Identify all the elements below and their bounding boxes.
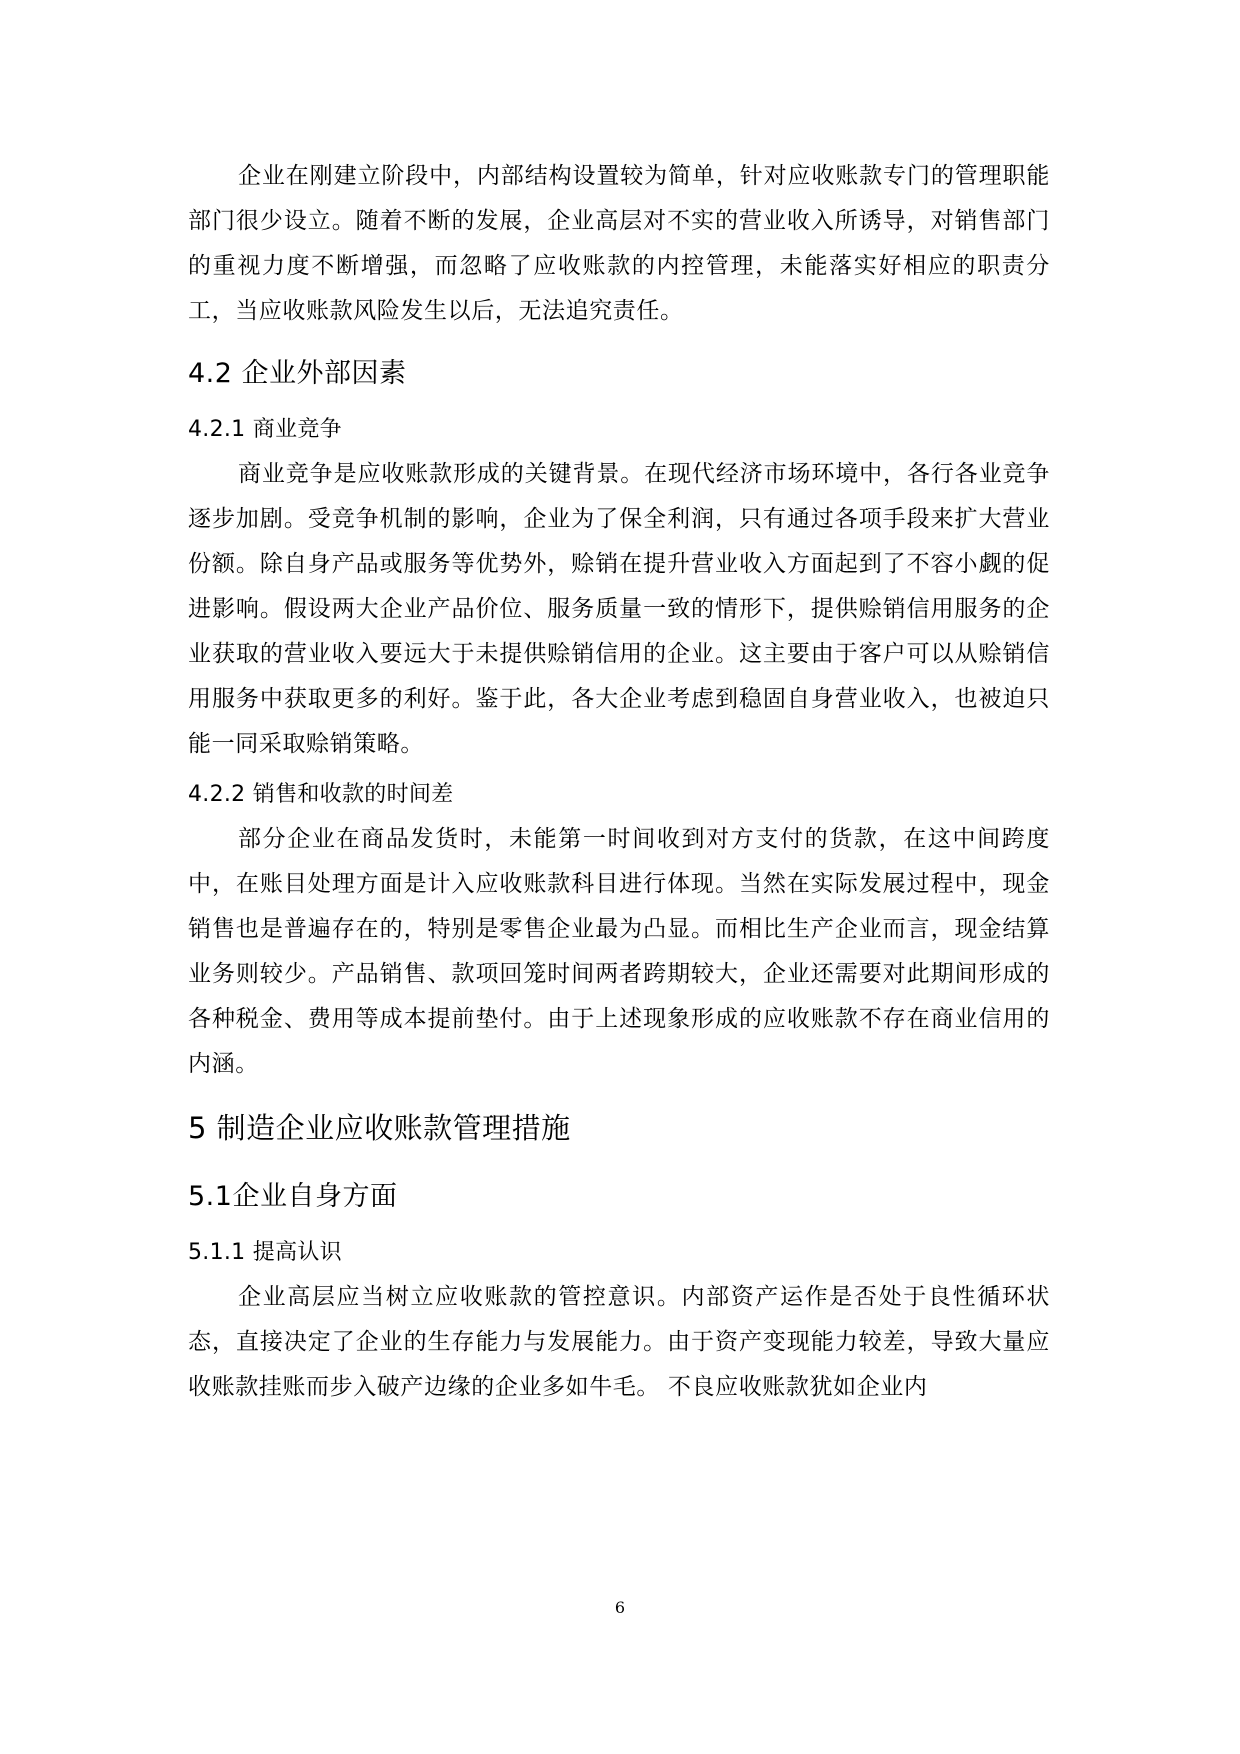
section-heading-5-1: 5.1企业自身方面 — [188, 1181, 398, 1212]
chapter-heading-5: 5 制造企业应收账款管理措施 — [188, 1111, 571, 1145]
paragraph-business-competition: 商业竞争是应收账款形成的关键背景。在现代经济市场环境中，各行各业竞争逐步加剧。受竞争机制的影响，企业为了保全利润，只有通过各项手段来扩大营业份额。除自身产品或服务等优势外，赊销在提升营业收入方面起到了不容小觑的促进影响。假设两大企业产品价位、服务质量一致的情形下，提供赊销信用服务的企业获取的营业收入要远大于未提供赊销信用的企业。这主要由于客户可以从赊销信用服务中获取更多的利好。鉴于此，各大企业考虑到稳固自身营业收入，也被迫只能一同采取赊销策略。 — [188, 461, 1050, 757]
section-heading-4-2: 4.2 企业外部因素 — [188, 358, 407, 389]
page-number: 6 — [614, 1598, 626, 1617]
subsection-heading-4-2-1: 4.2.1 商业竞争 — [188, 417, 342, 442]
paragraph-raise-awareness: 企业高层应当树立应收账款的管控意识。内部资产运作是否处于良性循环状态，直接决定了企业的生存能力与发展能力。由于资产变现能力较差，导致大量应收账款挂账而步入破产边缘的企业多如牛毛。 不良应收账款犹如企业内 — [188, 1284, 1050, 1400]
subsection-heading-5-1-1: 5.1.1 提高认识 — [188, 1240, 342, 1265]
subsection-heading-4-2-2: 4.2.2 销售和收款的时间差 — [188, 782, 454, 807]
page-body — [188, 154, 1050, 1410]
paragraph-time-difference: 部分企业在商品发货时，未能第一时间收到对方支付的货款，在这中间跨度中，在账目处理方面是计入应收账款科目进行体现。当然在实际发展过程中，现金销售也是普遍存在的，特别是零售企业最为凸显。而相比生产企业而言，现金结算业务则较少。产品销售、款项回笼时间两者跨期较大，企业还需要对此期间形成的各种税金、费用等成本提前垫付。由于上述现象形成的应收账款不存在商业信用的内涵。 — [188, 826, 1050, 1077]
paragraph-internal-structure: 企业在刚建立阶段中，内部结构设置较为简单，针对应收账款专门的管理职能部门很少设立。随着不断的发展，企业高层对不实的营业收入所诱导，对销售部门的重视力度不断增强，而忽略了应收账款的内控管理，未能落实好相应的职责分工，当应收账款风险发生以后，无法追究责任。 — [188, 163, 1050, 324]
